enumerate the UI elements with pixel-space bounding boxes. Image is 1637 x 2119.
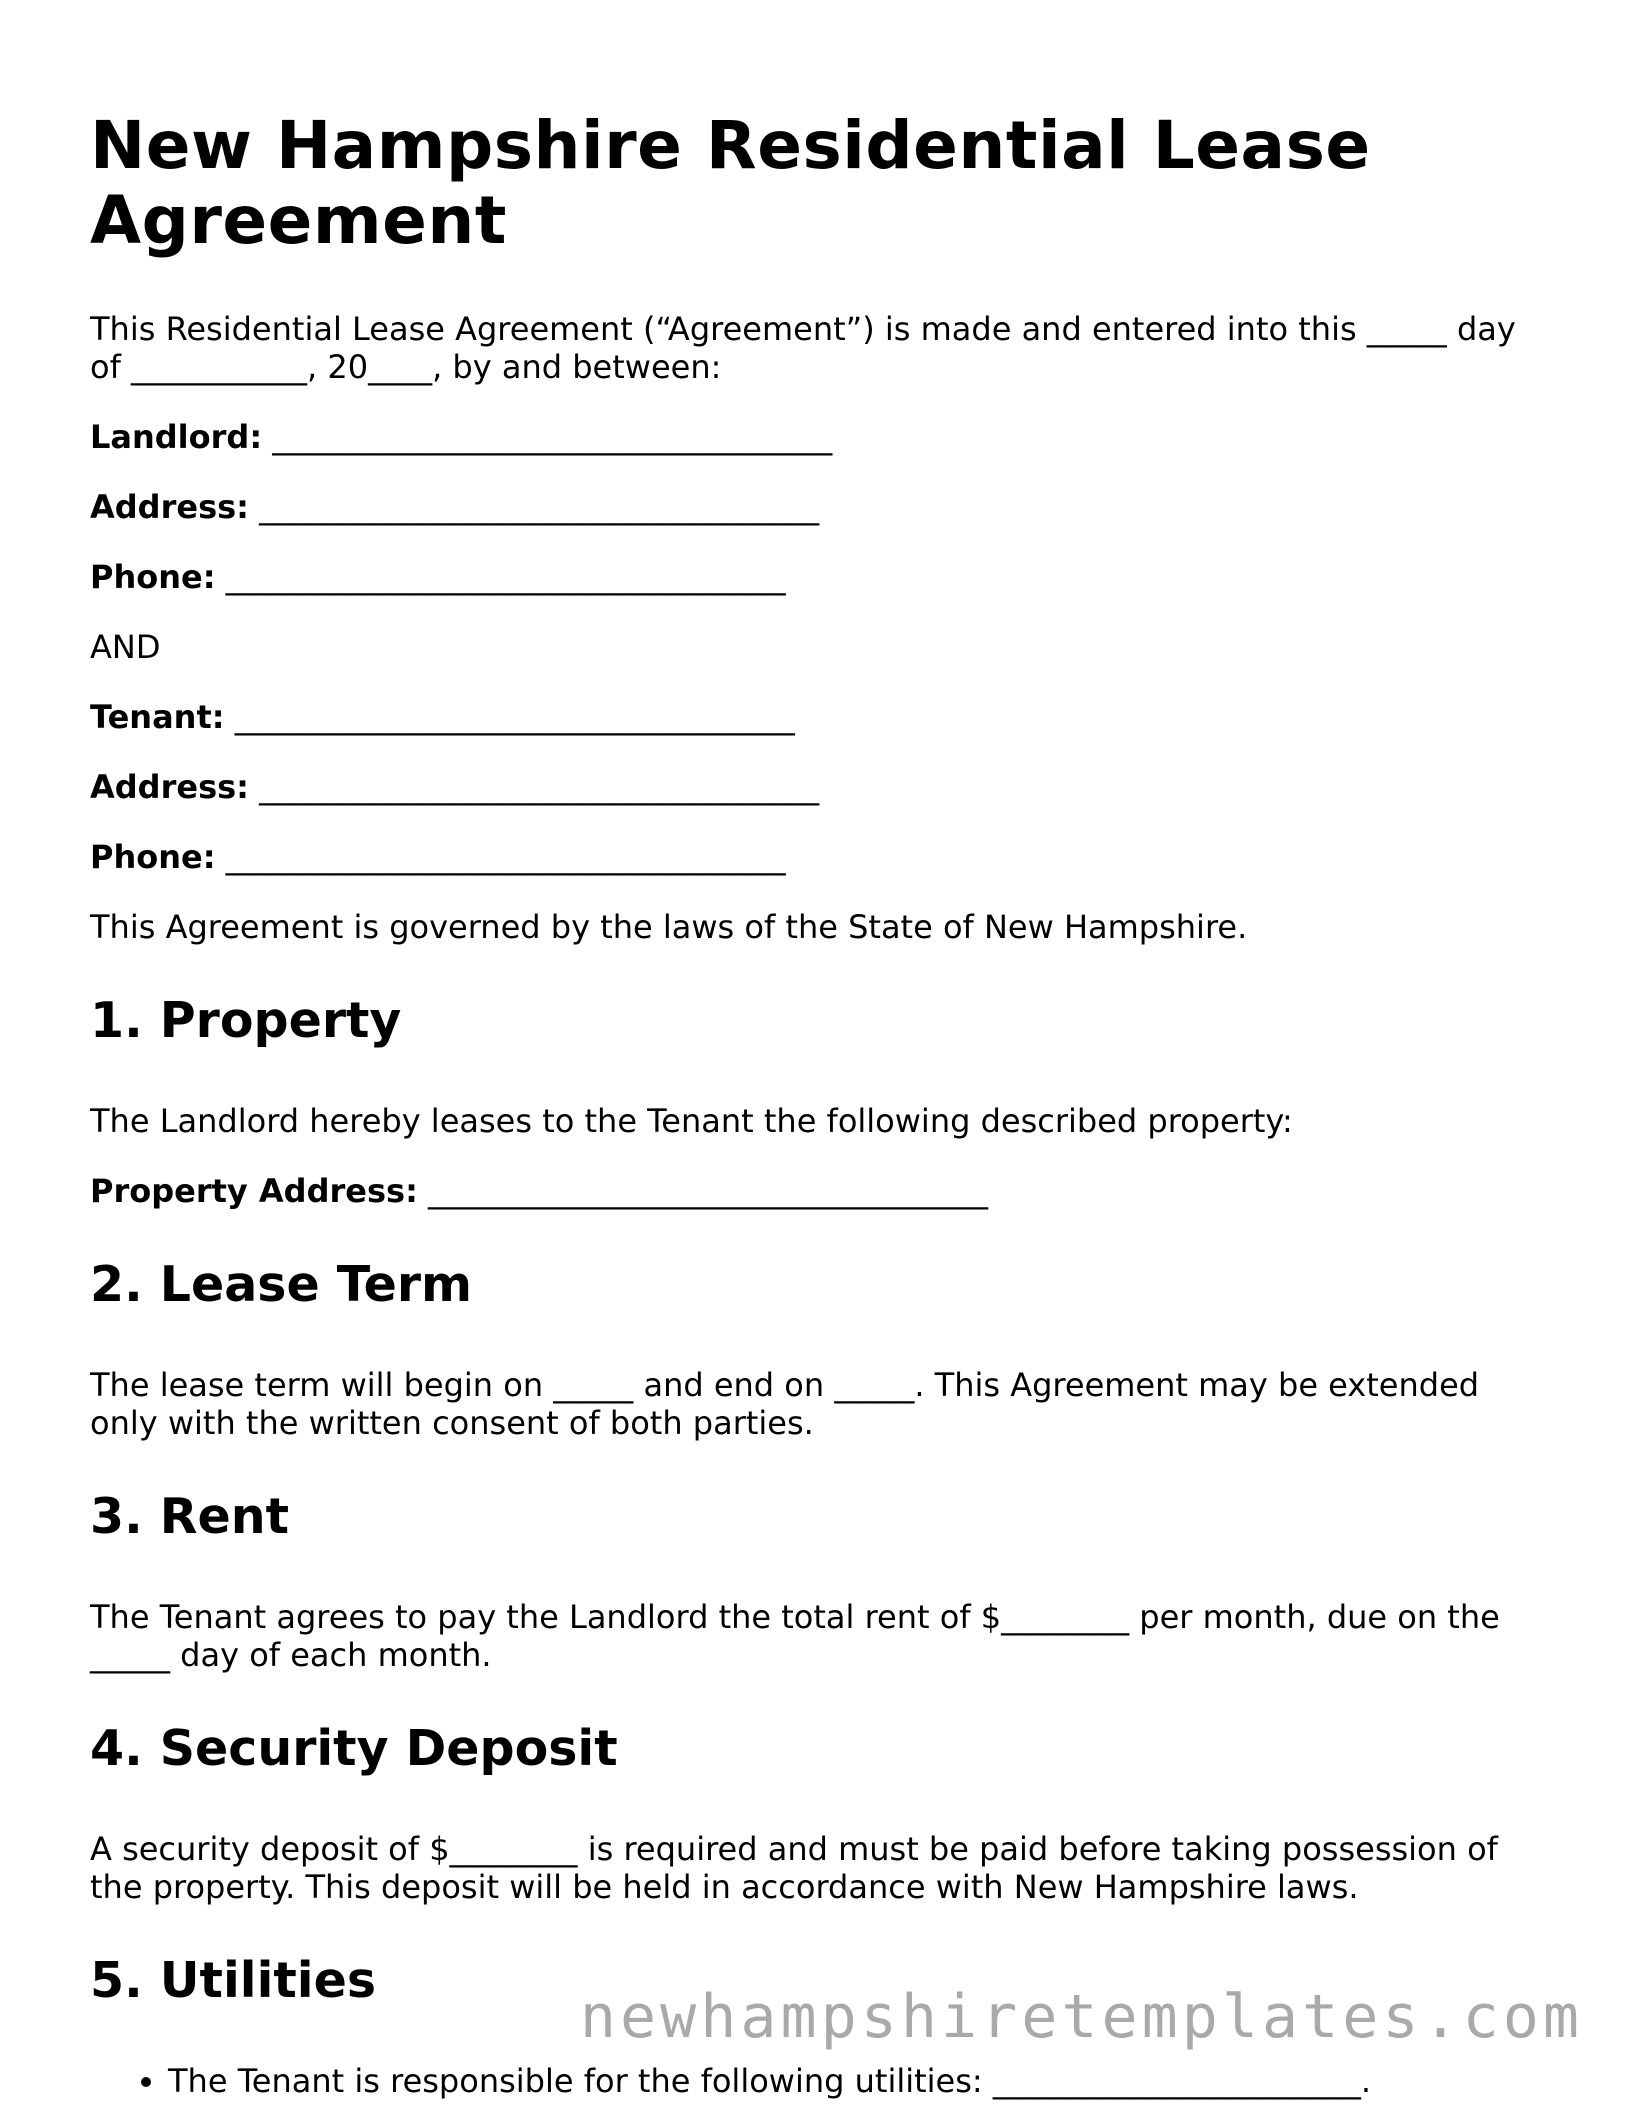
landlord-name-label: Landlord: [90, 418, 263, 456]
tenant-phone-field [90, 838, 1530, 876]
tenant-phone-label: Phone: [90, 838, 216, 876]
property-address-field [90, 1172, 1530, 1210]
landlord-address-blank: ___________________________________ [259, 488, 820, 526]
tenant-name-blank: ___________________________________ [234, 698, 795, 736]
document-page [90, 108, 1530, 2112]
section-heading-security-deposit: 4. Security Deposit [90, 1720, 618, 1777]
watermark-text: newhampshiretemplates.com [579, 1982, 1583, 2052]
security-deposit-paragraph: A security deposit of $________ is required and must be paid before taking possession of the property. This deposit will be held in accordance with New Hampshire laws. [90, 1830, 1498, 1906]
section-heading-rent: 3. Rent [90, 1488, 290, 1545]
and-separator: AND [90, 628, 161, 666]
landlord-phone-field [90, 558, 1530, 596]
tenant-name-field [90, 698, 1530, 736]
landlord-name-field [90, 418, 1530, 456]
landlord-address-field [90, 488, 1530, 526]
intro-paragraph: This Residential Lease Agreement (“Agreement”) is made and entered into this _____ day of ___________, 20____, by and between: [90, 310, 1516, 386]
lease-term-paragraph: The lease term will begin on _____ and end on _____. This Agreement may be extended only with the written consent of both parties. [90, 1366, 1480, 1442]
landlord-address-label: Address: [90, 488, 249, 526]
document-title: New Hampshire Residential Lease Agreement [90, 107, 1371, 259]
property-address-label: Property Address: [90, 1172, 418, 1210]
rent-paragraph: The Tenant agrees to pay the Landlord the total rent of $________ per month, due on the _____ day of each month. [90, 1598, 1500, 1674]
tenant-address-blank: ___________________________________ [259, 768, 820, 806]
tenant-address-field [90, 768, 1530, 806]
section-heading-utilities: 5. Utilities [90, 1952, 376, 2009]
tenant-name-label: Tenant: [90, 698, 225, 736]
section-heading-property: 1. Property [90, 992, 402, 1049]
list-item: • The Tenant is responsible for the following utilities: _______________________. [168, 2062, 1530, 2100]
landlord-name-blank: ___________________________________ [272, 418, 833, 456]
property-paragraph: The Landlord hereby leases to the Tenant the following described property: [90, 1102, 1293, 1140]
utilities-list [90, 2062, 1530, 2100]
tenant-address-label: Address: [90, 768, 249, 806]
landlord-phone-label: Phone: [90, 558, 216, 596]
section-heading-lease-term: 2. Lease Term [90, 1256, 473, 1313]
tenant-phone-blank: ___________________________________ [225, 838, 786, 876]
governing-law-paragraph: This Agreement is governed by the laws of the State of New Hampshire. [90, 908, 1248, 946]
landlord-phone-blank: ___________________________________ [225, 558, 786, 596]
property-address-blank: ___________________________________ [428, 1172, 989, 1210]
